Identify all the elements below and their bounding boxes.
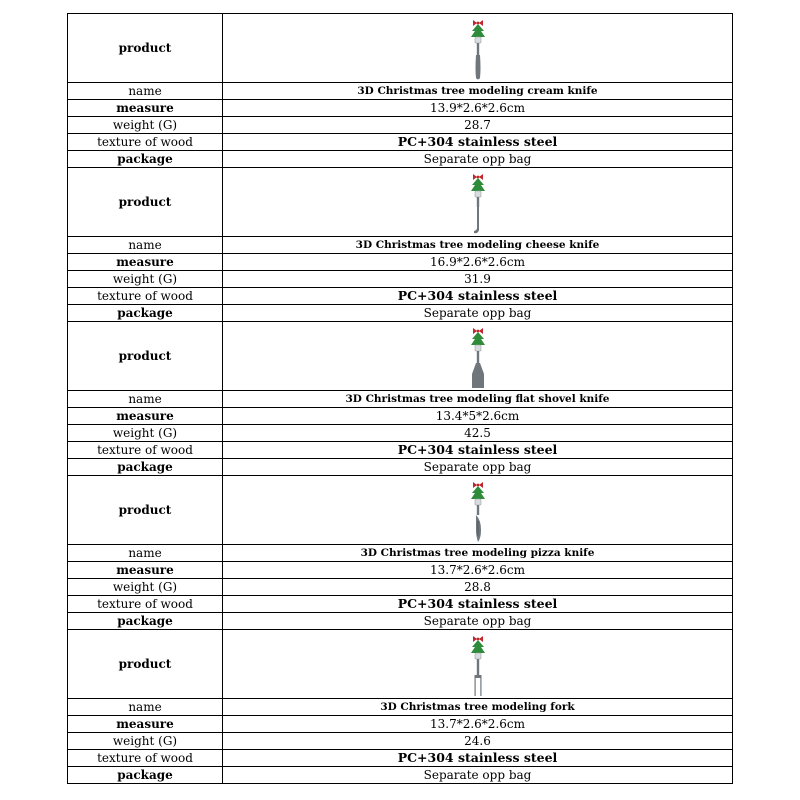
fork-icon xyxy=(223,630,732,698)
weight-label: weight (G) xyxy=(68,733,223,750)
spec-row-weight xyxy=(68,117,733,134)
weight-value: 28.8 xyxy=(223,579,733,596)
name-label: name xyxy=(68,545,223,562)
texture-value: PC+304 stainless steel xyxy=(223,596,733,613)
package-label: package xyxy=(68,459,223,476)
pizza-knife-icon xyxy=(223,476,732,544)
texture-label: texture of wood xyxy=(68,596,223,613)
spec-row-weight xyxy=(68,271,733,288)
spec-row-texture xyxy=(68,750,733,767)
measure-label: measure xyxy=(68,716,223,733)
name-value: 3D Christmas tree modeling pizza knife xyxy=(223,545,733,562)
product-label: product xyxy=(68,322,223,391)
measure-value: 13.7*2.6*2.6cm xyxy=(223,716,733,733)
measure-label: measure xyxy=(68,254,223,271)
package-value: Separate opp bag xyxy=(223,151,733,168)
spec-row-package xyxy=(68,305,733,322)
name-value: 3D Christmas tree modeling cheese knife xyxy=(223,237,733,254)
package-label: package xyxy=(68,767,223,784)
product-image-row xyxy=(68,14,733,83)
product-image-row xyxy=(68,476,733,545)
spec-row-weight xyxy=(68,425,733,442)
spec-row-texture xyxy=(68,596,733,613)
weight-label: weight (G) xyxy=(68,579,223,596)
package-value: Separate opp bag xyxy=(223,305,733,322)
texture-value: PC+304 stainless steel xyxy=(223,134,733,151)
spec-row-package xyxy=(68,151,733,168)
weight-value: 42.5 xyxy=(223,425,733,442)
product-image-row xyxy=(68,630,733,699)
name-value: 3D Christmas tree modeling flat shovel knife xyxy=(223,391,733,408)
name-label: name xyxy=(68,237,223,254)
weight-label: weight (G) xyxy=(68,117,223,134)
product-image-row xyxy=(68,322,733,391)
spec-row-measure xyxy=(68,254,733,271)
weight-value: 24.6 xyxy=(223,733,733,750)
package-label: package xyxy=(68,613,223,630)
package-label: package xyxy=(68,305,223,322)
measure-value: 13.4*5*2.6cm xyxy=(223,408,733,425)
measure-value: 13.9*2.6*2.6cm xyxy=(223,100,733,117)
measure-label: measure xyxy=(68,100,223,117)
measure-value: 13.7*2.6*2.6cm xyxy=(223,562,733,579)
name-label: name xyxy=(68,83,223,100)
measure-label: measure xyxy=(68,408,223,425)
product-image-cell xyxy=(223,14,733,83)
spec-row-texture xyxy=(68,288,733,305)
spec-row-measure xyxy=(68,408,733,425)
measure-value: 16.9*2.6*2.6cm xyxy=(223,254,733,271)
package-label: package xyxy=(68,151,223,168)
measure-label: measure xyxy=(68,562,223,579)
product-image-cell xyxy=(223,630,733,699)
spec-row-package xyxy=(68,767,733,784)
spec-row-package xyxy=(68,613,733,630)
name-label: name xyxy=(68,391,223,408)
spec-row-name xyxy=(68,699,733,716)
spec-row-weight xyxy=(68,733,733,750)
texture-label: texture of wood xyxy=(68,750,223,767)
weight-value: 31.9 xyxy=(223,271,733,288)
product-label: product xyxy=(68,630,223,699)
texture-label: texture of wood xyxy=(68,288,223,305)
product-image-cell xyxy=(223,322,733,391)
cheese-knife-icon xyxy=(223,168,732,236)
product-image-row xyxy=(68,168,733,237)
product-label: product xyxy=(68,14,223,83)
texture-value: PC+304 stainless steel xyxy=(223,288,733,305)
texture-value: PC+304 stainless steel xyxy=(223,750,733,767)
product-label: product xyxy=(68,476,223,545)
package-value: Separate opp bag xyxy=(223,613,733,630)
product-label: product xyxy=(68,168,223,237)
flat-shovel-knife-icon xyxy=(223,322,732,390)
texture-value: PC+304 stainless steel xyxy=(223,442,733,459)
package-value: Separate opp bag xyxy=(223,767,733,784)
spec-row-name xyxy=(68,237,733,254)
weight-label: weight (G) xyxy=(68,271,223,288)
product-image-cell xyxy=(223,476,733,545)
texture-label: texture of wood xyxy=(68,442,223,459)
spec-row-measure xyxy=(68,562,733,579)
spec-row-name xyxy=(68,83,733,100)
weight-label: weight (G) xyxy=(68,425,223,442)
package-value: Separate opp bag xyxy=(223,459,733,476)
spec-row-measure xyxy=(68,100,733,117)
spec-row-weight xyxy=(68,579,733,596)
product-image-cell xyxy=(223,168,733,237)
product-spec-table xyxy=(67,13,733,784)
weight-value: 28.7 xyxy=(223,117,733,134)
name-label: name xyxy=(68,699,223,716)
spec-row-name xyxy=(68,545,733,562)
spec-row-measure xyxy=(68,716,733,733)
name-value: 3D Christmas tree modeling fork xyxy=(223,699,733,716)
texture-label: texture of wood xyxy=(68,134,223,151)
spec-row-texture xyxy=(68,442,733,459)
spec-row-texture xyxy=(68,134,733,151)
name-value: 3D Christmas tree modeling cream knife xyxy=(223,83,733,100)
cream-knife-icon xyxy=(223,14,732,82)
spec-row-name xyxy=(68,391,733,408)
spec-row-package xyxy=(68,459,733,476)
